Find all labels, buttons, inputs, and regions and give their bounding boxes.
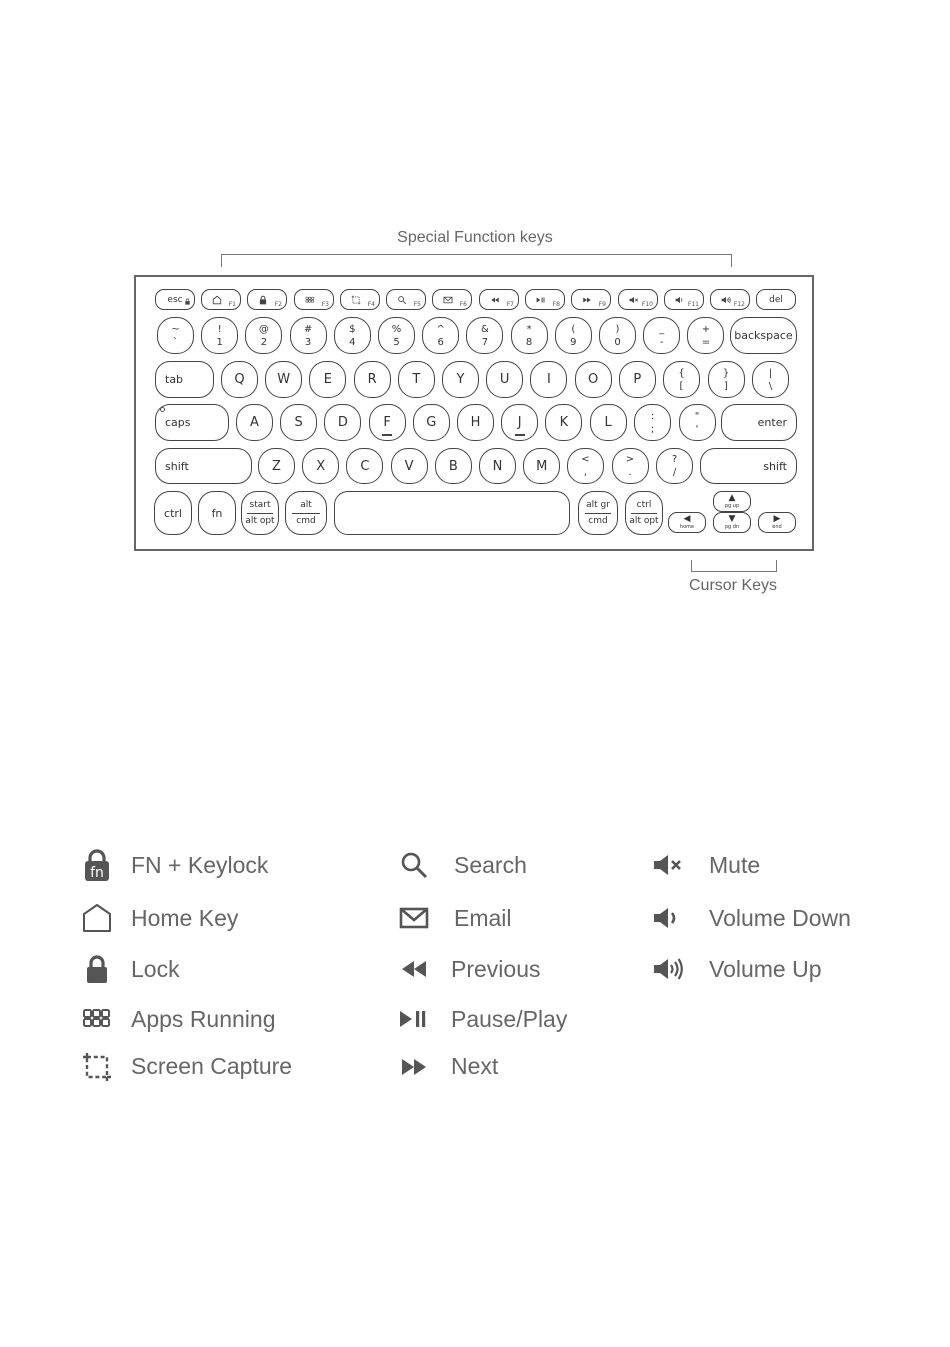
key-u xyxy=(486,361,523,398)
key-arrow-up-glyph: ▲ xyxy=(728,493,736,503)
key-label: J xyxy=(517,415,522,430)
fn-keylock-icon xyxy=(81,849,113,881)
key-top-char: ^ xyxy=(436,323,445,335)
key-divider xyxy=(631,513,656,514)
key-n xyxy=(479,448,516,484)
key-top-char: | xyxy=(768,367,773,379)
volume-down-icon xyxy=(675,295,685,305)
key-q xyxy=(221,361,258,398)
fn-label: F4 xyxy=(367,301,375,308)
key-fn xyxy=(198,491,236,535)
cursor-keys-label: Cursor Keys xyxy=(688,577,778,594)
key-label: Y xyxy=(456,372,465,387)
volume-up-icon xyxy=(721,295,731,305)
key-label: Z xyxy=(272,458,281,474)
key-bottom-char: ] xyxy=(724,380,728,392)
next-icon xyxy=(398,1051,430,1083)
fn-label: F3 xyxy=(321,301,329,308)
key-num-10 xyxy=(599,317,636,354)
key-bottom-char: = xyxy=(701,336,711,348)
key-g xyxy=(413,404,450,441)
key-bottom-char: - xyxy=(659,336,664,348)
special-function-bracket xyxy=(221,254,732,267)
search-icon xyxy=(397,295,407,305)
key-backspace xyxy=(730,317,797,354)
key-num-4 xyxy=(334,317,371,354)
key-altgr xyxy=(578,491,618,535)
key-bottom-char: 4 xyxy=(349,336,356,348)
email-icon xyxy=(398,902,430,934)
key-b xyxy=(435,448,472,484)
key-bracket-2 xyxy=(752,361,789,398)
key-label: esc xyxy=(167,294,183,305)
key-f xyxy=(369,404,406,441)
key-num-5 xyxy=(378,317,415,354)
key-space xyxy=(334,491,570,535)
esc-lock-icon xyxy=(184,295,191,308)
key-top-char: ! xyxy=(217,323,222,335)
legend-label: Volume Up xyxy=(709,956,822,982)
key-num-11 xyxy=(643,317,680,354)
key-label: fn xyxy=(211,506,223,520)
key-f3 xyxy=(294,289,334,310)
key-w xyxy=(265,361,302,398)
key-top-char: ~ xyxy=(171,323,180,335)
lock-icon xyxy=(81,953,113,985)
key-bracket-1 xyxy=(708,361,745,398)
cursor-keys-bracket xyxy=(691,560,777,572)
key-bottom-char: 9 xyxy=(570,336,577,348)
key-top-char: % xyxy=(391,323,402,335)
previous-icon xyxy=(490,295,500,305)
key-bottom-label: cmd xyxy=(588,515,608,526)
key-bottom-char: ` xyxy=(173,336,178,348)
fn-label: F8 xyxy=(552,301,560,308)
key-top-char: < xyxy=(581,454,590,465)
key-top-char: ( xyxy=(571,323,576,335)
key-label: T xyxy=(412,372,421,387)
key-label: O xyxy=(587,372,599,387)
key-top-char: } xyxy=(722,367,730,379)
key-a xyxy=(236,404,273,441)
key-num-3 xyxy=(290,317,327,354)
key-f9 xyxy=(571,289,611,310)
arrow-sub: home xyxy=(679,524,695,530)
key-bottom-char: 1 xyxy=(216,336,223,348)
key-num-1 xyxy=(201,317,238,354)
home-key-icon xyxy=(81,902,113,934)
key-arrow-up xyxy=(713,491,751,512)
key-top-char: + xyxy=(701,323,711,335)
key-f6 xyxy=(432,289,472,310)
screen-capture-icon xyxy=(81,1051,113,1083)
key-label: W xyxy=(277,372,291,387)
key-top-char: : xyxy=(650,410,655,422)
keyboard xyxy=(134,275,814,551)
key-label: P xyxy=(633,372,642,387)
caps-indicator xyxy=(160,407,165,412)
key-s xyxy=(280,404,317,441)
key-top-label: alt gr xyxy=(586,499,610,510)
fn-label: F11 xyxy=(687,301,699,308)
key-tab xyxy=(155,361,214,398)
key-bottom-char: 5 xyxy=(393,336,400,348)
key-label: A xyxy=(250,415,259,430)
key-top-char: # xyxy=(303,323,313,335)
key-o xyxy=(575,361,612,398)
key-top-char: $ xyxy=(349,323,356,335)
apps-icon xyxy=(305,295,315,305)
key-num-0 xyxy=(157,317,194,354)
key-divider xyxy=(247,513,272,514)
key-label: U xyxy=(499,372,510,387)
key-divider xyxy=(292,513,320,514)
key-f11 xyxy=(664,289,704,310)
key-bottom-char: 6 xyxy=(437,336,444,348)
key-top-label: alt xyxy=(300,499,312,510)
key-label: H xyxy=(470,415,481,430)
pause-play-icon xyxy=(536,295,546,305)
key-bottom-label: alt opt xyxy=(245,515,275,526)
key-top-char: & xyxy=(480,323,489,335)
key-caps xyxy=(155,404,229,441)
key-top-char: { xyxy=(678,367,685,379)
key-f8 xyxy=(525,289,565,310)
email-icon xyxy=(443,295,453,305)
key-bottom-char: ' xyxy=(695,423,699,435)
key-label: S xyxy=(294,415,303,430)
key-f10 xyxy=(618,289,658,310)
key-ctrl-right xyxy=(625,491,663,535)
key-label: V xyxy=(404,458,414,474)
key-top-label: ctrl xyxy=(636,499,652,510)
key-arrow-down-glyph: ▼ xyxy=(728,514,736,524)
key-label: L xyxy=(604,415,612,430)
mute-icon xyxy=(629,295,639,305)
key-start xyxy=(241,491,279,535)
arrow-sub: end xyxy=(772,524,782,530)
key-label: B xyxy=(448,458,458,474)
mute-icon xyxy=(652,849,684,881)
key-bottom-char: , xyxy=(583,467,588,478)
key-r xyxy=(354,361,391,398)
key-bottom-char: 8 xyxy=(525,336,533,348)
fn-label: F6 xyxy=(459,301,467,308)
arrow-sub: pg dn xyxy=(724,524,740,530)
key-top-char: * xyxy=(526,323,532,335)
key-bottom-char: ; xyxy=(650,423,655,435)
svg-text:fn: fn xyxy=(90,865,104,881)
key-j xyxy=(501,404,538,441)
key-top-label: start xyxy=(249,499,271,510)
search-icon xyxy=(398,849,430,881)
key-punct-1 xyxy=(679,404,716,441)
key-label: G xyxy=(426,415,437,430)
key-t xyxy=(398,361,435,398)
key-label: I xyxy=(546,372,551,387)
key-label: F xyxy=(383,415,391,430)
fn-label: F7 xyxy=(506,301,514,308)
legend-label: Next xyxy=(451,1053,499,1079)
key-label: caps xyxy=(165,416,191,429)
home-row-bump xyxy=(382,434,392,436)
key-top-char: ? xyxy=(671,454,678,465)
key-label: N xyxy=(492,458,503,474)
pause-play-icon xyxy=(398,1003,430,1035)
key-num-7 xyxy=(466,317,503,354)
key-bracket-0 xyxy=(663,361,700,398)
legend-label: Apps Running xyxy=(131,1006,276,1032)
fn-label: F9 xyxy=(598,301,606,308)
legend-label: Home Key xyxy=(131,905,239,931)
key-top-char: _ xyxy=(659,323,665,335)
key-arrow-right xyxy=(758,512,796,533)
key-arrow-left xyxy=(668,512,706,533)
key-bottom-char: 7 xyxy=(481,336,489,348)
legend-label: Search xyxy=(454,852,527,878)
key-label: D xyxy=(337,415,348,430)
key-top-char: @ xyxy=(258,323,269,335)
key-bottom-char: 3 xyxy=(304,336,312,348)
key-f7 xyxy=(479,289,519,310)
key-top-char: > xyxy=(625,454,635,465)
apps-running-icon xyxy=(81,1003,113,1035)
key-divider xyxy=(585,513,612,514)
key-label: R xyxy=(367,372,377,387)
key-arrow-down xyxy=(713,512,751,533)
key-shift-right xyxy=(700,448,797,484)
key-l xyxy=(590,404,627,441)
key-f5 xyxy=(386,289,426,310)
key-num-9 xyxy=(555,317,592,354)
key-v xyxy=(391,448,428,484)
key-zpunct-0 xyxy=(567,448,604,484)
next-icon xyxy=(582,295,592,305)
key-f1 xyxy=(201,289,241,310)
fn-label: F5 xyxy=(413,301,421,308)
key-z xyxy=(258,448,295,484)
legend-label: FN + Keylock xyxy=(131,852,269,878)
key-c xyxy=(346,448,383,484)
key-label: M xyxy=(536,458,548,474)
key-m xyxy=(523,448,560,484)
legend-label: Lock xyxy=(131,956,180,982)
fn-label: F1 xyxy=(228,301,236,308)
key-label: shift xyxy=(165,459,189,473)
volume-down-icon xyxy=(652,902,684,934)
key-label: tab xyxy=(165,373,184,386)
key-x xyxy=(302,448,339,484)
key-label: backspace xyxy=(734,329,793,342)
legend-label: Email xyxy=(454,905,512,931)
key-f12 xyxy=(710,289,750,310)
fn-label: F10 xyxy=(641,301,653,308)
key-arrow-left-glyph: ◀ xyxy=(683,514,691,524)
home-icon xyxy=(212,295,222,305)
key-num-12 xyxy=(687,317,724,354)
key-bottom-label: alt opt xyxy=(629,515,659,526)
key-d xyxy=(324,404,361,441)
key-num-8 xyxy=(511,317,548,354)
key-label: Q xyxy=(234,372,245,387)
previous-icon xyxy=(398,953,430,985)
arrow-sub: pg up xyxy=(724,503,740,509)
key-label: shift xyxy=(763,459,787,473)
key-e xyxy=(309,361,346,398)
key-bottom-char: 2 xyxy=(260,336,268,348)
key-label: X xyxy=(316,458,326,474)
key-label: C xyxy=(360,458,370,474)
key-p xyxy=(619,361,656,398)
key-bottom-char: / xyxy=(672,467,677,478)
key-bottom-label: cmd xyxy=(296,515,316,526)
key-del xyxy=(756,289,796,310)
key-top-char: " xyxy=(694,410,700,422)
legend-label: Previous xyxy=(451,956,541,982)
key-bottom-char: 0 xyxy=(614,336,621,348)
capture-icon xyxy=(351,295,361,305)
key-alt xyxy=(285,491,327,535)
legend-label: Mute xyxy=(709,852,761,878)
legend-label: Pause/Play xyxy=(451,1006,568,1032)
key-f2 xyxy=(247,289,287,310)
home-row-bump xyxy=(515,434,525,436)
key-h xyxy=(457,404,494,441)
key-k xyxy=(545,404,582,441)
legend-label: Screen Capture xyxy=(131,1053,293,1079)
key-label: ctrl xyxy=(164,506,182,520)
key-label: K xyxy=(559,415,569,430)
key-f4 xyxy=(340,289,380,310)
legend-label: Volume Down xyxy=(709,905,851,931)
key-ctrl xyxy=(154,491,192,535)
key-bottom-char: . xyxy=(628,467,632,478)
fn-label: F12 xyxy=(733,301,745,308)
lock-icon xyxy=(258,295,268,305)
fn-label: F2 xyxy=(274,301,282,308)
volume-up-icon xyxy=(652,953,684,985)
key-label: enter xyxy=(757,416,787,429)
special-function-keys-label: Special Function keys xyxy=(397,229,553,246)
key-arrow-right-glyph: ▶ xyxy=(773,514,781,524)
key-label: del xyxy=(769,294,783,305)
key-bottom-char: [ xyxy=(679,380,684,392)
key-top-char: ) xyxy=(615,323,620,335)
key-i xyxy=(530,361,567,398)
key-zpunct-2 xyxy=(656,448,693,484)
key-y xyxy=(442,361,479,398)
key-zpunct-1 xyxy=(612,448,649,484)
key-num-6 xyxy=(422,317,459,354)
key-shift-left xyxy=(155,448,252,484)
key-num-2 xyxy=(245,317,282,354)
key-bottom-char: \ xyxy=(768,380,773,392)
key-enter xyxy=(721,404,797,441)
key-label: E xyxy=(323,372,332,387)
key-esc xyxy=(155,289,195,310)
key-punct-0 xyxy=(634,404,671,441)
